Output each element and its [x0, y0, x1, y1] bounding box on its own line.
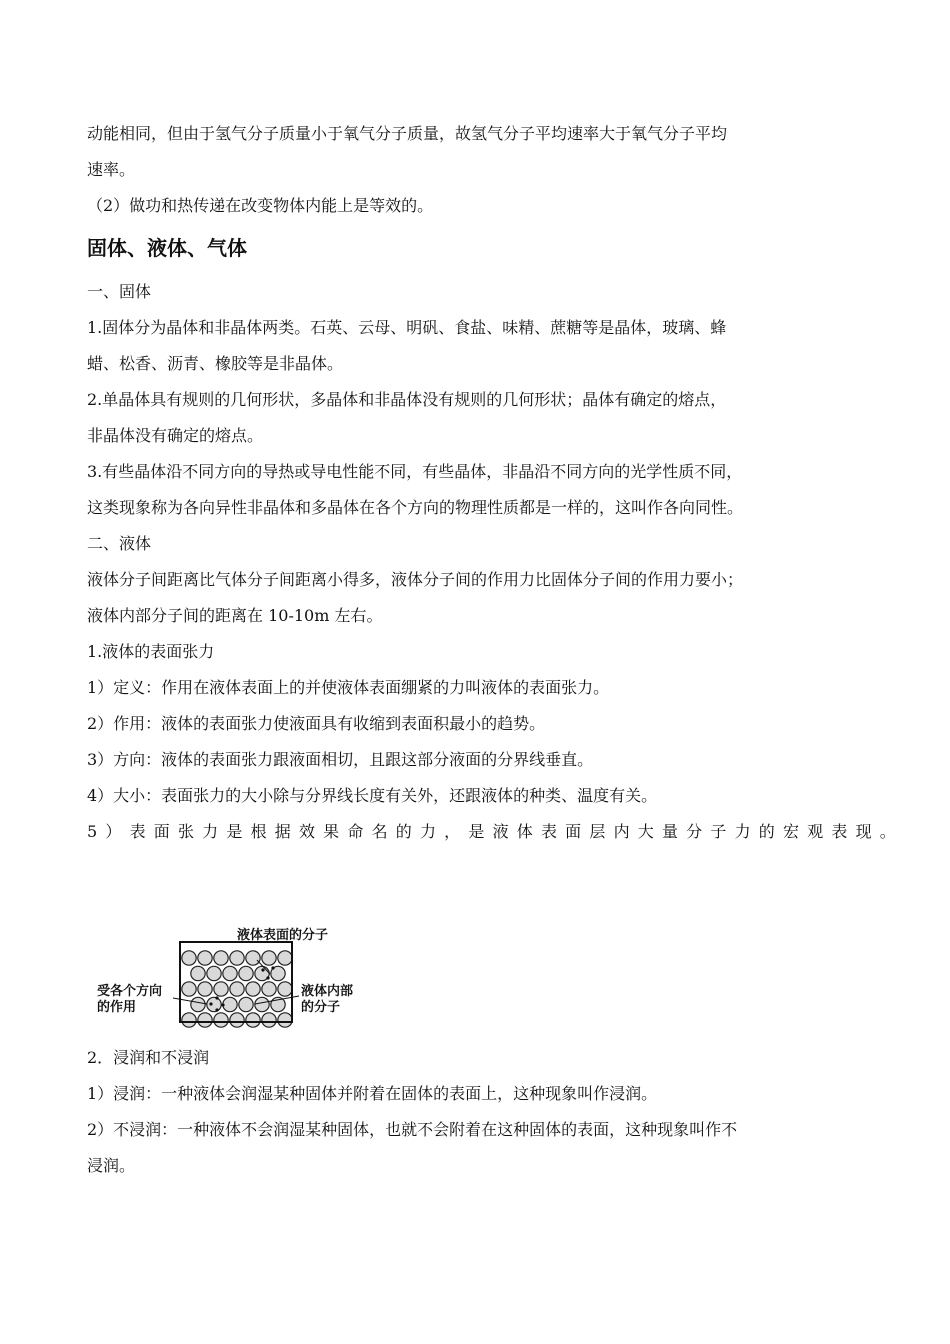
label-all-directions-2: 的作用	[97, 1000, 137, 1015]
wetting-title: 2．浸润和不浸润	[87, 1048, 210, 1067]
solid-paragraph-1b: 蜡、松香、沥青、橡胶等是非晶体。	[87, 354, 344, 373]
molecule-circle	[214, 951, 228, 965]
liquid-paragraph-1b: 液体内部分子间的距离在 10-10m 左右。	[87, 606, 383, 625]
intro-line-3: （2）做功和热传递在改变物体内能上是等效的。	[87, 196, 434, 215]
force-dot	[215, 1008, 218, 1011]
molecule-circle	[191, 997, 205, 1011]
force-dot	[266, 976, 269, 979]
molecule-circle	[214, 1013, 228, 1027]
molecule-circle	[278, 951, 292, 965]
label-interior-molecule-2: 的分子	[301, 1000, 341, 1015]
intro-line-2: 速率。	[87, 160, 136, 179]
molecule-circle	[182, 1013, 196, 1027]
document-page	[87, 116, 904, 1184]
molecule-circle	[207, 966, 221, 980]
liquid-paragraph-1a: 液体分子间距离比气体分子间距离小得多，液体分子间的作用力比固体分子间的作用力要小；	[87, 570, 744, 589]
tension-item-magnitude: 4）大小：表面张力的大小除与分界线长度有关外，还跟液体的种类、温度有关。	[87, 786, 658, 805]
molecule-circle	[262, 982, 276, 996]
wetting-item-2: 2）不浸润：一种液体不会润湿某种固体，也就不会附着在这种固体的表面，这种现象叫作不	[87, 1120, 738, 1139]
molecule-circle	[239, 997, 253, 1011]
molecule-circle	[246, 951, 260, 965]
molecule-circle	[246, 1013, 260, 1027]
molecule-circle	[182, 951, 196, 965]
tension-item-definition: 1）定义：作用在液体表面上的并使液体表面绷紧的力叫液体的表面张力。	[87, 678, 610, 697]
molecule-circle	[262, 1013, 276, 1027]
molecule-circle	[207, 997, 221, 1011]
molecule-circle	[230, 951, 244, 965]
tension-item-origin: 5）表面张力是根据效果命名的力，是液体表面层内大量分子力的宏观表现。	[87, 822, 904, 841]
section-title: 固体、液体、气体	[87, 236, 247, 260]
molecule-circle	[198, 951, 212, 965]
tension-item-effect: 2）作用：液体的表面张力使液面具有收缩到表面积最小的趋势。	[87, 714, 546, 733]
tension-item-direction: 3）方向：液体的表面张力跟液面相切，且跟这部分液面的分界线垂直。	[87, 750, 594, 769]
molecule-circle	[198, 1013, 212, 1027]
molecule-circle	[278, 982, 292, 996]
solid-paragraph-2a: 2.单晶体具有规则的几何形状，多晶体和非晶体没有规则的几何形状；晶体有确定的熔点，	[87, 390, 727, 409]
molecule-circle	[278, 1013, 292, 1027]
molecule-circle	[246, 982, 260, 996]
wetting-item-3: 浸润。	[87, 1156, 136, 1175]
force-dot	[215, 996, 218, 999]
force-dot	[271, 966, 274, 969]
force-dot	[261, 968, 264, 971]
molecule-circle	[223, 966, 237, 980]
solid-paragraph-2b: 非晶体没有确定的熔点。	[87, 426, 264, 445]
surface-tension-title: 1.液体的表面张力	[87, 642, 215, 661]
molecule-circle	[255, 997, 269, 1011]
label-all-directions-1: 受各个方向	[97, 984, 163, 999]
molecule-circle	[262, 951, 276, 965]
solid-paragraph-3b: 这类现象称为各向异性非晶体和多晶体在各个方向的物理性质都是一样的，这叫作各向同性。	[87, 498, 744, 517]
molecule-circle	[239, 966, 253, 980]
molecule-circle	[230, 982, 244, 996]
intro-line-1: 动能相同，但由于氢气分子质量小于氧气分子质量，故氢气分子平均速率大于氧气分子平均	[87, 124, 728, 143]
molecule-circle	[230, 1013, 244, 1027]
liquid-heading: 二、液体	[87, 534, 152, 553]
solid-paragraph-3a: 3.有些晶体沿不同方向的导热或导电性能不同，有些晶体，非晶沿不同方向的光学性质不同，	[87, 462, 743, 481]
solid-heading: 一、固体	[87, 282, 152, 301]
force-dot	[209, 1002, 212, 1005]
solid-paragraph-1a: 1.固体分为晶体和非晶体两类。石英、云母、明矾、食盐、味精、蔗糖等是晶体，玻璃、蜂	[87, 318, 727, 337]
label-surface-molecule: 液体表面的分子	[237, 928, 329, 943]
molecule-circle	[198, 982, 212, 996]
molecule-circle	[191, 966, 205, 980]
molecule-diagram	[87, 858, 867, 1040]
force-dot	[221, 1003, 224, 1006]
molecule-circle	[223, 997, 237, 1011]
molecule-circle	[214, 982, 228, 996]
label-interior-molecule-1: 液体内部	[301, 984, 354, 999]
wetting-item-1: 1）浸润：一种液体会润湿某种固体并附着在固体的表面上，这种现象叫作浸润。	[87, 1084, 658, 1103]
molecule-circle	[182, 982, 196, 996]
